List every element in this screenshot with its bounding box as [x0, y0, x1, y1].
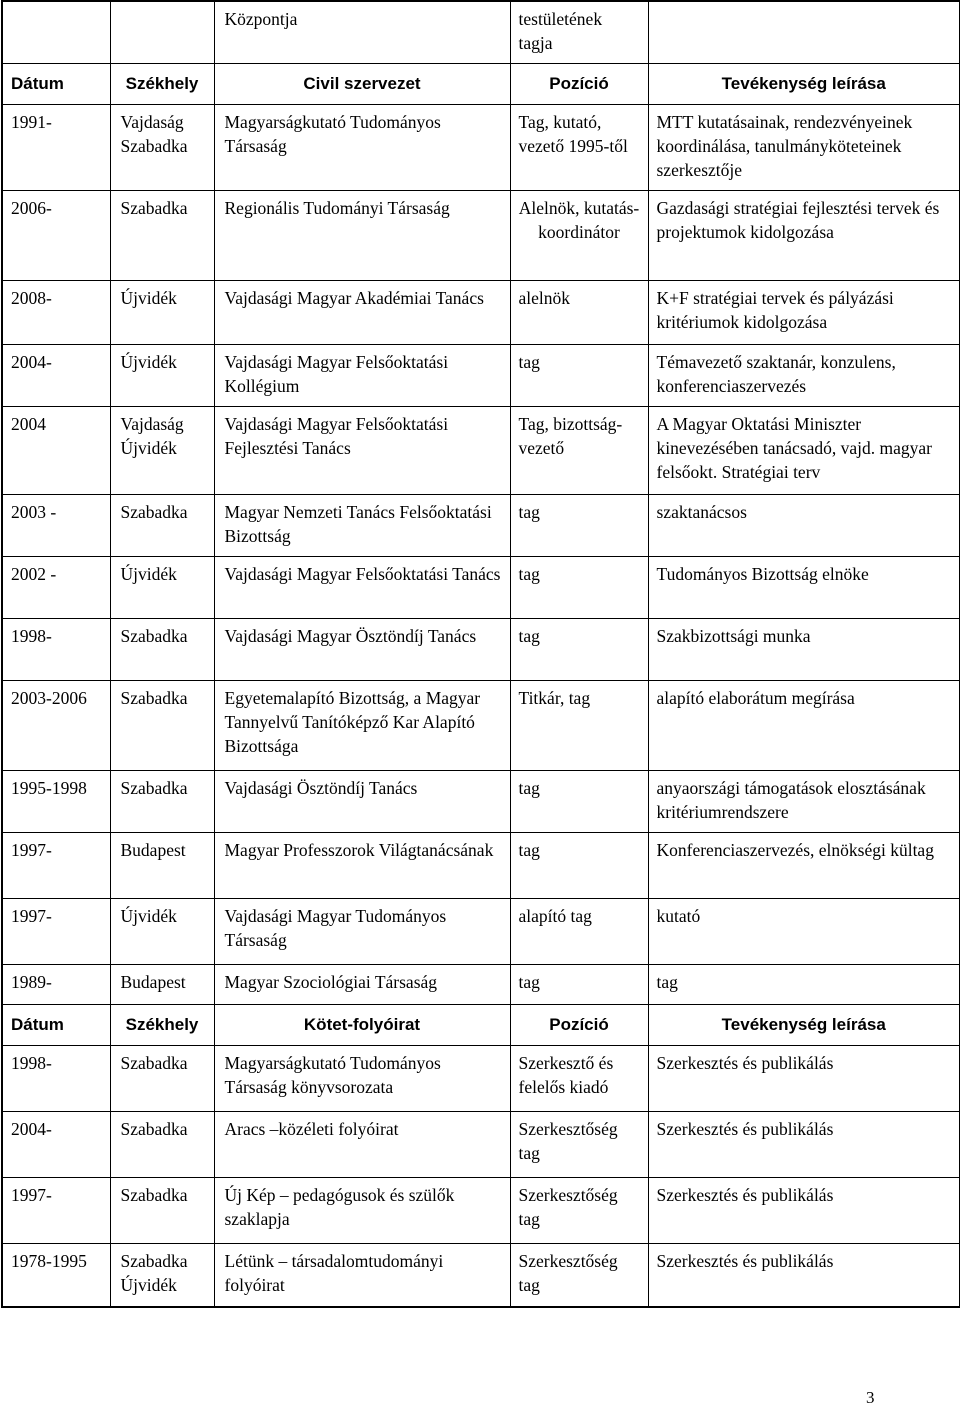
table-row [2, 1111, 960, 1177]
cell-org: Vajdasági Magyar Ösztöndíj Tanács [214, 618, 510, 680]
cell-activity: MTT kutatásainak, rendezvényeinek koordinálása, tanulmányköteteinek szerkesztője [648, 104, 960, 190]
table-row [2, 832, 960, 898]
table-row [2, 964, 960, 1004]
cell-seat: Újvidék [110, 556, 214, 618]
cell-date: 2004- [2, 1111, 110, 1177]
cell-org: Vajdasági Ösztöndíj Tanács [214, 770, 510, 832]
cell-org: Új Kép – pedagógusok és szülők szaklapja [214, 1177, 510, 1243]
table-row [2, 190, 960, 280]
header-activity: Tevékenység leírása [648, 1004, 960, 1045]
page-number: 3 [866, 1388, 875, 1407]
table-row [2, 680, 960, 770]
cell-position: tag [510, 964, 648, 1004]
cell-seat: Szabadka [110, 770, 214, 832]
table-row [2, 618, 960, 680]
cv-table [1, 0, 960, 1308]
header-seat: Székhely [110, 1004, 214, 1045]
header-org: Kötet-folyóirat [214, 1004, 510, 1045]
cell-seat: Szabadka [110, 680, 214, 770]
cell-activity: A Magyar Oktatási Miniszter kinevezésében tanácsadó, vajd. magyar felsőokt. Stratégiai terv [648, 406, 960, 494]
cell-org: Létünk – társadalomtudományi folyóirat [214, 1243, 510, 1307]
cell-org: Vajdasági Magyar Akadémiai Tanács [214, 280, 510, 344]
cell-seat: Budapest [110, 964, 214, 1004]
cell-date: 2002 - [2, 556, 110, 618]
cell-activity: Gazdasági stratégiai fejlesztési tervek és projektumok kidolgozása [648, 190, 960, 280]
table-row [2, 556, 960, 618]
table-row [2, 1045, 960, 1111]
cell-seat: Újvidék [110, 280, 214, 344]
cell-empty [648, 1, 960, 63]
cell-empty [2, 1, 110, 63]
cell-date: 1991- [2, 104, 110, 190]
cell-date: 1998- [2, 1045, 110, 1111]
cell-position: Alelnök, kutatás-koordinátor [510, 190, 648, 280]
cell-date: 1997- [2, 832, 110, 898]
cell-date: 2004 [2, 406, 110, 494]
cell-org: Magyarságkutató Tudományos Társaság könyvsorozata [214, 1045, 510, 1111]
table-row [2, 280, 960, 344]
cell-position: tag [510, 344, 648, 406]
cell-activity: anyaországi támogatások elosztásának kritériumrendszere [648, 770, 960, 832]
cell-date: 2003-2006 [2, 680, 110, 770]
cell-org: Magyar Szociológiai Társaság [214, 964, 510, 1004]
cell-seat: Szabadka [110, 1045, 214, 1111]
cell-position: alapító tag [510, 898, 648, 964]
cell-activity: Szerkesztés és publikálás [648, 1111, 960, 1177]
cell-activity: Szerkesztés és publikálás [648, 1243, 960, 1307]
header-date: Dátum [2, 63, 110, 104]
cell-seat: Újvidék [110, 344, 214, 406]
cell-position: alelnök [510, 280, 648, 344]
table-row [2, 104, 960, 190]
cell-org: Aracs –közéleti folyóirat [214, 1111, 510, 1177]
cell-org: Magyar Nemzeti Tanács Felsőoktatási Bizottság [214, 494, 510, 556]
cell-date: 2004- [2, 344, 110, 406]
cell-position: Szerkesztő és felelős kiadó [510, 1045, 648, 1111]
cell-date: 1995-1998 [2, 770, 110, 832]
cell-seat: Újvidék [110, 898, 214, 964]
header-seat: Székhely [110, 63, 214, 104]
cell-activity: tag [648, 964, 960, 1004]
cell-date: 1997- [2, 898, 110, 964]
cell-seat: Vajdaság Szabadka [110, 104, 214, 190]
cell-position: testületének tagja [510, 1, 648, 63]
cell-seat: Vajdaság Újvidék [110, 406, 214, 494]
cell-seat: Szabadka [110, 494, 214, 556]
table-row [2, 406, 960, 494]
header-position: Pozíció [510, 1004, 648, 1045]
table-row [2, 1243, 960, 1307]
cell-date: 2008- [2, 280, 110, 344]
cell-org: Vajdasági Magyar Tudományos Társaság [214, 898, 510, 964]
cell-position: tag [510, 832, 648, 898]
cell-position: Szerkesztőség tag [510, 1111, 648, 1177]
header-activity: Tevékenység leírása [648, 63, 960, 104]
table-row [2, 770, 960, 832]
cell-org: Központja [214, 1, 510, 63]
table-row [2, 898, 960, 964]
header-date: Dátum [2, 1004, 110, 1045]
cell-date: 2006- [2, 190, 110, 280]
cell-activity: kutató [648, 898, 960, 964]
cell-org: Egyetemalapító Bizottság, a Magyar Tannyelvű Tanítóképző Kar Alapító Bizottsága [214, 680, 510, 770]
cell-activity: szaktanácsos [648, 494, 960, 556]
cell-seat: Szabadka Újvidék [110, 1243, 214, 1307]
cell-position: tag [510, 556, 648, 618]
cell-org: Regionális Tudományi Társaság [214, 190, 510, 280]
cell-activity: Szerkesztés és publikálás [648, 1177, 960, 1243]
cell-date: 1978-1995 [2, 1243, 110, 1307]
cell-seat: Szabadka [110, 1177, 214, 1243]
cell-position: Tag, kutató, vezető 1995-től [510, 104, 648, 190]
cell-org: Magyar Professzorok Világtanácsának [214, 832, 510, 898]
cell-position: Szerkesztőség tag [510, 1177, 648, 1243]
cell-org: Vajdasági Magyar Felsőoktatási Fejlesztési Tanács [214, 406, 510, 494]
civil-header-row [2, 63, 960, 104]
cell-position: Titkár, tag [510, 680, 648, 770]
cell-date: 1998- [2, 618, 110, 680]
header-position: Pozíció [510, 63, 648, 104]
cell-activity: Tudományos Bizottság elnöke [648, 556, 960, 618]
table-row-top [2, 1, 960, 63]
cell-activity: Témavezető szaktanár, konzulens, konferenciaszervezés [648, 344, 960, 406]
table-row [2, 344, 960, 406]
table-row [2, 494, 960, 556]
cell-date: 1989- [2, 964, 110, 1004]
table-row [2, 1177, 960, 1243]
cell-seat: Szabadka [110, 1111, 214, 1177]
cell-position: tag [510, 770, 648, 832]
cell-seat: Szabadka [110, 618, 214, 680]
cell-activity: Konferenciaszervezés, elnökségi kültag [648, 832, 960, 898]
cell-seat: Szabadka [110, 190, 214, 280]
cell-position: tag [510, 494, 648, 556]
header-org: Civil szervezet [214, 63, 510, 104]
cell-position: Szerkesztőség tag [510, 1243, 648, 1307]
cell-activity: Szerkesztés és publikálás [648, 1045, 960, 1111]
cell-empty [110, 1, 214, 63]
cell-org: Vajdasági Magyar Felsőoktatási Kollégium [214, 344, 510, 406]
journal-header-row [2, 1004, 960, 1045]
cell-position: Tag, bizottság-vezető [510, 406, 648, 494]
cell-org: Vajdasági Magyar Felsőoktatási Tanács [214, 556, 510, 618]
cell-org: Magyarságkutató Tudományos Társaság [214, 104, 510, 190]
cell-date: 1997- [2, 1177, 110, 1243]
cell-date: 2003 - [2, 494, 110, 556]
cell-activity: Szakbizottsági munka [648, 618, 960, 680]
cell-activity: K+F stratégiai tervek és pályázási kritériumok kidolgozása [648, 280, 960, 344]
cell-position: tag [510, 618, 648, 680]
cell-activity: alapító elaborátum megírása [648, 680, 960, 770]
cell-seat: Budapest [110, 832, 214, 898]
